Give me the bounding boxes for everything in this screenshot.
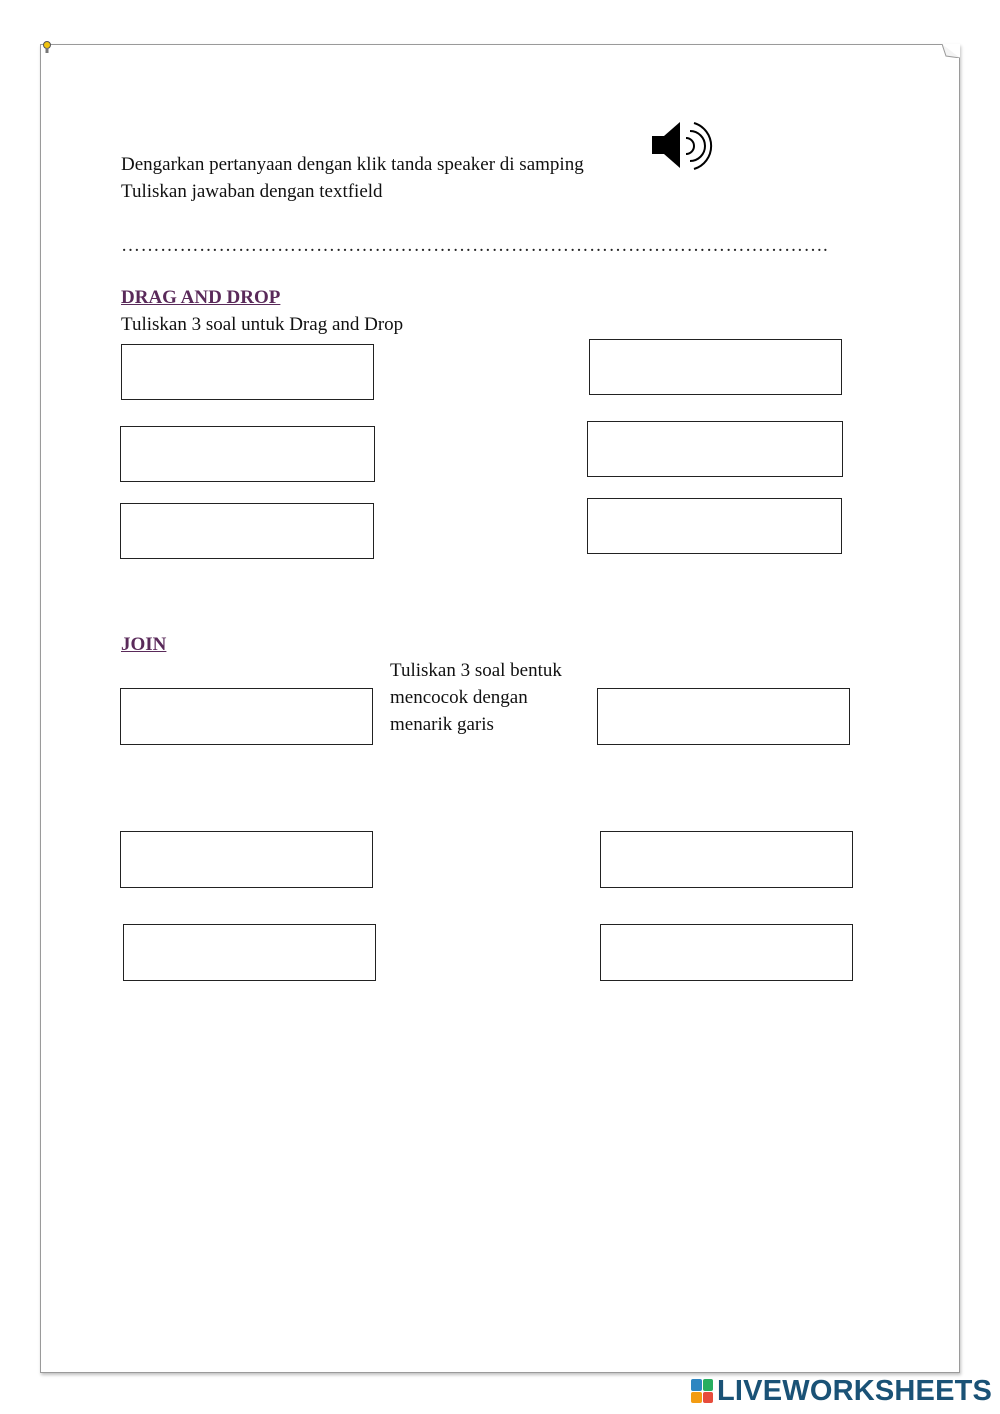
page-fold-icon (942, 44, 960, 58)
answer-line: ………………………………………………………………………………………………. (121, 235, 829, 256)
logo-tile-3 (691, 1392, 702, 1404)
drag-drop-right-box-1[interactable] (589, 339, 842, 395)
logo-tile-1 (691, 1379, 702, 1391)
join-right-box-2[interactable] (600, 831, 853, 888)
liveworksheets-logo-icon (691, 1379, 713, 1403)
join-heading: JOIN (121, 634, 167, 655)
drag-drop-left-box-2[interactable] (120, 426, 375, 482)
speaker-icon[interactable] (650, 118, 716, 174)
drag-drop-right-box-3[interactable] (587, 498, 842, 554)
join-left-box-2[interactable] (120, 831, 373, 888)
drag-drop-right-box-2[interactable] (587, 421, 843, 477)
join-right-box-3[interactable] (600, 924, 853, 981)
logo-tile-4 (703, 1392, 714, 1404)
logo-tile-2 (703, 1379, 714, 1391)
join-note-line-3: menarik garis (390, 714, 494, 735)
liveworksheets-brand[interactable] (691, 1376, 992, 1406)
brand-name: LIVEWORKSHEETS (717, 1374, 993, 1407)
join-note-line-1: Tuliskan 3 soal bentuk (390, 660, 562, 681)
join-right-box-1[interactable] (597, 688, 850, 745)
drag-drop-heading: DRAG AND DROP (121, 287, 281, 308)
join-note-line-2: mencocok dengan (390, 687, 528, 708)
drag-drop-left-box-3[interactable] (120, 503, 374, 559)
instruction-line-2: Tuliskan jawaban dengan textfield (121, 181, 383, 202)
join-left-box-3[interactable] (123, 924, 376, 981)
instruction-line-1: Dengarkan pertanyaan dengan klik tanda speaker di samping (121, 154, 584, 175)
pin-icon (42, 40, 52, 54)
drag-drop-left-box-1[interactable] (121, 344, 374, 400)
join-left-box-1[interactable] (120, 688, 373, 745)
drag-drop-subtitle: Tuliskan 3 soal untuk Drag and Drop (121, 314, 404, 335)
